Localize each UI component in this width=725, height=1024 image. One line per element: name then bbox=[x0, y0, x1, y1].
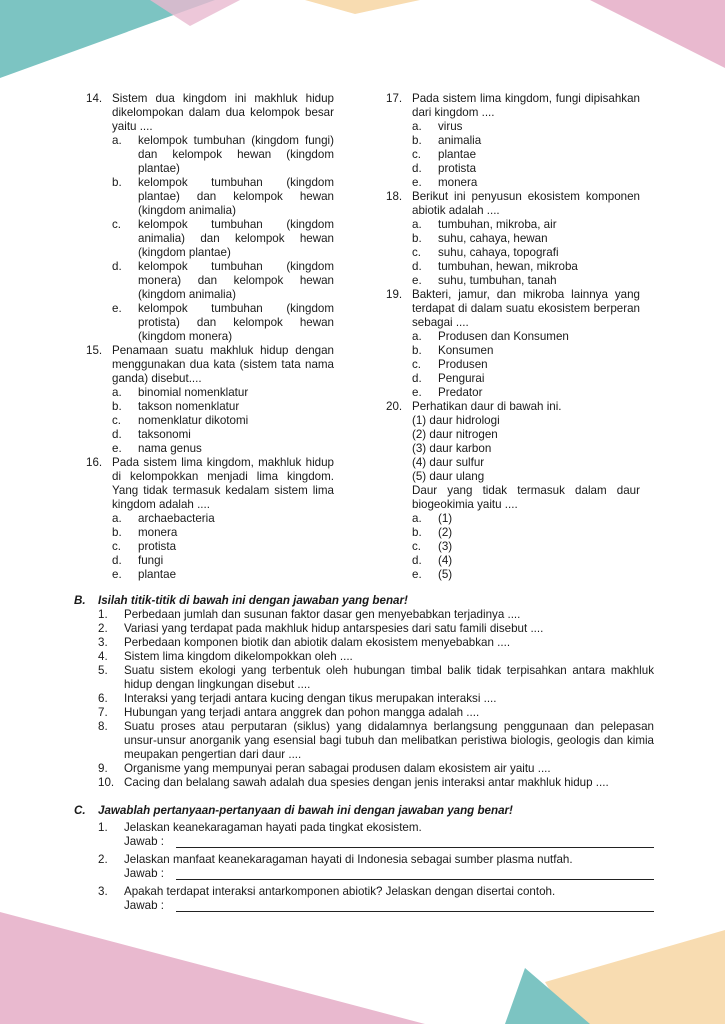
option-text: binomial nomenklatur bbox=[138, 386, 249, 399]
option-letter: b. bbox=[112, 400, 122, 413]
option-text: nama genus bbox=[138, 442, 202, 455]
section-c-list bbox=[98, 818, 654, 917]
item-number: 9. bbox=[98, 762, 108, 775]
answer-option bbox=[412, 232, 640, 246]
option-letter: e. bbox=[112, 302, 122, 315]
option-text: Predator bbox=[438, 386, 483, 399]
option-letter: a. bbox=[412, 218, 422, 231]
answer-option bbox=[412, 246, 640, 260]
answer-label: Jawab : bbox=[124, 835, 164, 848]
item-number: 2. bbox=[98, 853, 108, 866]
option-text: kelompok tumbuhan (kingdom animalia) dan kelompok hewan (kingdom plantae) bbox=[138, 218, 334, 259]
bottom-left-pink-shape bbox=[0, 912, 425, 1024]
option-letter: e. bbox=[412, 274, 422, 287]
answer-option bbox=[412, 218, 640, 232]
option-text: virus bbox=[438, 120, 463, 133]
question-item bbox=[386, 190, 640, 288]
item-text: Cacing dan belalang sawah adalah dua spesies dengan jenis interaksi antar makhluk hidup .... bbox=[124, 776, 609, 789]
option-text: plantae bbox=[138, 568, 177, 581]
item-text: Jelaskan keanekaragaman hayati pada tingkat ekosistem. bbox=[124, 821, 422, 834]
section-c-letter: C. bbox=[74, 804, 86, 817]
option-letter: c. bbox=[112, 218, 122, 231]
question-stem: Sistem dua kingdom ini makhluk hidup dikelompokan dalam dua kelompok besar yaitu .... bbox=[112, 92, 334, 133]
fill-in-item bbox=[98, 636, 654, 650]
essay-question bbox=[98, 885, 654, 899]
answer-option bbox=[412, 176, 640, 190]
option-letter: b. bbox=[112, 526, 122, 539]
question-number: 19. bbox=[386, 288, 403, 301]
essay-question bbox=[98, 853, 654, 867]
answer-line[interactable] bbox=[176, 899, 654, 912]
answer-line[interactable] bbox=[176, 835, 654, 848]
fill-in-item bbox=[98, 720, 654, 762]
answer-area bbox=[124, 835, 654, 849]
question-item bbox=[386, 288, 640, 400]
cycle-list-item: (2) daur nitrogen bbox=[412, 428, 498, 441]
fill-in-item bbox=[98, 776, 654, 790]
fill-in-item bbox=[98, 692, 654, 706]
answer-option bbox=[112, 554, 334, 568]
question-head bbox=[386, 288, 640, 330]
top-center-peach-shape bbox=[305, 0, 420, 14]
option-text: protista bbox=[138, 540, 177, 553]
option-text: takson nomenklatur bbox=[138, 400, 240, 413]
item-text: Hubungan yang terjadi antara anggrek dan pohon mangga adalah .... bbox=[124, 706, 480, 719]
answer-option bbox=[412, 372, 640, 386]
answer-option bbox=[412, 162, 640, 176]
answer-option bbox=[112, 540, 334, 554]
option-letter: d. bbox=[412, 372, 422, 385]
essay-question bbox=[98, 821, 654, 835]
option-text: kelompok tumbuhan (kingdom plantae) dan kelompok hewan (kingdom animalia) bbox=[138, 176, 334, 217]
option-text: protista bbox=[438, 162, 477, 175]
option-letter: d. bbox=[112, 428, 122, 441]
option-text: archaebacteria bbox=[138, 512, 215, 525]
item-number: 4. bbox=[98, 650, 108, 663]
fill-in-item bbox=[98, 706, 654, 720]
fill-in-item bbox=[98, 762, 654, 776]
item-number: 1. bbox=[98, 821, 108, 834]
answer-option bbox=[112, 526, 334, 540]
option-letter: c. bbox=[112, 414, 122, 427]
answer-option bbox=[412, 330, 640, 344]
question-head bbox=[386, 400, 640, 414]
question-number: 16. bbox=[86, 456, 103, 469]
option-letter: d. bbox=[412, 260, 422, 273]
question-stem: Pada sistem lima kingdom, makhluk hidup di kelompokkan menjadi lima kingdom. Yang tidak termasuk kedalam sistem lima kingdom adalah .... bbox=[112, 456, 334, 511]
item-text: Jelaskan manfaat keanekaragaman hayati di Indonesia sebagai sumber plasma nutfah. bbox=[124, 853, 573, 866]
answer-option bbox=[112, 176, 334, 218]
answer-label: Jawab : bbox=[124, 867, 164, 880]
item-text: Perbedaan komponen biotik dan abiotik dalam ekosistem menyebabkan .... bbox=[124, 636, 511, 649]
answer-option bbox=[412, 568, 640, 582]
option-text: nomenklatur dikotomi bbox=[138, 414, 249, 427]
item-text: Perbedaan jumlah dan susunan faktor dasar gen menyebabkan terjadinya .... bbox=[124, 608, 521, 621]
option-text: kelompok tumbuhan (kingdom protista) dan kelompok hewan (kingdom monera) bbox=[138, 302, 334, 343]
item-number: 10. bbox=[98, 776, 115, 789]
option-text: (1) bbox=[438, 512, 453, 525]
option-text: animalia bbox=[438, 134, 482, 147]
option-letter: b. bbox=[112, 176, 122, 189]
option-text: (2) bbox=[438, 526, 453, 539]
option-letter: e. bbox=[412, 176, 422, 189]
option-letter: a. bbox=[112, 134, 122, 147]
item-number: 8. bbox=[98, 720, 108, 733]
option-letter: a. bbox=[112, 386, 122, 399]
option-letter: a. bbox=[412, 120, 422, 133]
option-text: suhu, tumbuhan, tanah bbox=[438, 274, 557, 287]
option-text: Konsumen bbox=[438, 344, 494, 357]
option-letter: d. bbox=[412, 554, 422, 567]
section-b-list bbox=[98, 608, 654, 790]
question-item bbox=[86, 456, 334, 582]
answer-line[interactable] bbox=[176, 867, 654, 880]
answer-option bbox=[412, 512, 640, 526]
option-letter: d. bbox=[412, 162, 422, 175]
question-stem: Perhatikan daur di bawah ini. bbox=[412, 400, 562, 413]
answer-option bbox=[112, 428, 334, 442]
option-letter: b. bbox=[412, 526, 422, 539]
question-stem: Bakteri, jamur, dan mikroba lainnya yang terdapat di dalam suatu ekosistem berperan sebagai .... bbox=[412, 288, 640, 329]
option-letter: c. bbox=[412, 358, 422, 371]
section-b-heading bbox=[74, 594, 408, 608]
answer-option bbox=[412, 386, 640, 400]
answer-option bbox=[112, 442, 334, 456]
answer-option bbox=[412, 260, 640, 274]
fill-in-item bbox=[98, 608, 654, 622]
option-text: monera bbox=[438, 176, 478, 189]
item-text: Sistem lima kingdom dikelompokkan oleh .... bbox=[124, 650, 353, 663]
option-text: (3) bbox=[438, 540, 453, 553]
section-c-heading bbox=[74, 804, 513, 818]
cycle-list-item: (5) daur ulang bbox=[412, 470, 485, 483]
fill-in-item bbox=[98, 664, 654, 692]
question-stem: Penamaan suatu makhluk hidup dengan menggunakan dua kata (sistem tata nama ganda) disebut.... bbox=[112, 344, 334, 385]
option-text: Produsen bbox=[438, 358, 488, 371]
answer-option bbox=[112, 218, 334, 260]
answer-option bbox=[112, 512, 334, 526]
option-text: Pengurai bbox=[438, 372, 485, 385]
option-letter: e. bbox=[112, 442, 122, 455]
option-text: monera bbox=[138, 526, 178, 539]
answer-option bbox=[112, 386, 334, 400]
option-text: tumbuhan, hewan, mikroba bbox=[438, 260, 578, 273]
item-number: 3. bbox=[98, 636, 108, 649]
question-number: 18. bbox=[386, 190, 403, 203]
question-head bbox=[86, 456, 334, 512]
question-number: 14. bbox=[86, 92, 103, 105]
option-letter: c. bbox=[412, 540, 422, 553]
question-head bbox=[86, 344, 334, 386]
question-head bbox=[86, 92, 334, 134]
question-head bbox=[386, 92, 640, 120]
answer-option bbox=[412, 540, 640, 554]
option-text: tumbuhan, mikroba, air bbox=[438, 218, 557, 231]
option-text: Produsen dan Konsumen bbox=[438, 330, 569, 343]
option-text: taksonomi bbox=[138, 428, 191, 441]
option-letter: a. bbox=[112, 512, 122, 525]
question-number: 15. bbox=[86, 344, 103, 357]
item-number: 5. bbox=[98, 664, 108, 677]
section-b-letter: B. bbox=[74, 594, 86, 607]
option-letter: a. bbox=[412, 512, 422, 525]
answer-option bbox=[112, 400, 334, 414]
cycle-list-item: (4) daur sulfur bbox=[412, 456, 485, 469]
answer-option bbox=[412, 134, 640, 148]
question-item bbox=[86, 344, 334, 456]
item-number: 2. bbox=[98, 622, 108, 635]
answer-option bbox=[112, 302, 334, 344]
option-text: plantae bbox=[438, 148, 477, 161]
item-text: Interaksi yang terjadi antara kucing dengan tikus merupakan interaksi .... bbox=[124, 692, 497, 705]
question-item bbox=[386, 400, 640, 582]
option-text: suhu, cahaya, topografi bbox=[438, 246, 559, 259]
answer-option bbox=[112, 414, 334, 428]
answer-option bbox=[412, 526, 640, 540]
item-number: 7. bbox=[98, 706, 108, 719]
section-c-title: Jawablah pertanyaan-pertanyaan di bawah ini dengan jawaban yang benar! bbox=[98, 804, 513, 817]
option-letter: c. bbox=[412, 246, 422, 259]
cycle-list-item: (1) daur hidrologi bbox=[412, 414, 500, 427]
answer-option bbox=[412, 120, 640, 134]
top-right-pink-shape bbox=[590, 0, 725, 68]
item-number: 3. bbox=[98, 885, 108, 898]
option-text: (5) bbox=[438, 568, 453, 581]
question-instruction: Daur yang tidak termasuk dalam daur biogeokimia yaitu .... bbox=[412, 484, 640, 511]
question-number: 20. bbox=[386, 400, 403, 413]
item-text: Organisme yang mempunyai peran sabagai produsen dalam ekosistem air yaitu .... bbox=[124, 762, 551, 775]
question-item bbox=[86, 92, 334, 344]
option-letter: b. bbox=[412, 134, 422, 147]
option-text: kelompok tumbuhan (kingdom monera) dan kelompok hewan (kingdom animalia) bbox=[138, 260, 334, 301]
item-text: Variasi yang terdapat pada makhluk hidup antarspesies dari satu famili disebut .... bbox=[124, 622, 544, 635]
question-head bbox=[386, 190, 640, 218]
item-number: 1. bbox=[98, 608, 108, 621]
question-stem: Berikut ini penyusun ekosistem komponen abiotik adalah .... bbox=[412, 190, 640, 217]
cycle-list-item: (3) daur karbon bbox=[412, 442, 492, 455]
item-number: 6. bbox=[98, 692, 108, 705]
item-text: Apakah terdapat interaksi antarkomponen abiotik? Jelaskan dengan disertai contoh. bbox=[124, 885, 556, 898]
item-text: Suatu proses atau perputaran (siklus) yang didalamnya berlangsung penggunaan dan pelepasan unsur-unsur anorganik yang esensial bagi tubuh dan melibatkan peristiwa biologis, geologis dan kimia meupakan pengertian dari daur .... bbox=[124, 720, 654, 761]
answer-option bbox=[112, 260, 334, 302]
answer-option bbox=[112, 568, 334, 582]
question-number: 17. bbox=[386, 92, 403, 105]
option-text: suhu, cahaya, hewan bbox=[438, 232, 548, 245]
fill-in-item bbox=[98, 650, 654, 664]
answer-area bbox=[124, 899, 654, 913]
option-letter: c. bbox=[112, 540, 122, 553]
answer-option bbox=[412, 344, 640, 358]
answer-option bbox=[412, 148, 640, 162]
answer-option bbox=[412, 274, 640, 288]
option-letter: e. bbox=[412, 386, 422, 399]
option-text: fungi bbox=[138, 554, 164, 567]
answer-option bbox=[112, 134, 334, 176]
option-text: kelompok tumbuhan (kingdom fungi) dan kelompok hewan (kingdom plantae) bbox=[138, 134, 334, 175]
section-b-title: Isilah titik-titik di bawah ini dengan jawaban yang benar! bbox=[98, 594, 408, 607]
question-item bbox=[386, 92, 640, 190]
answer-area bbox=[124, 867, 654, 881]
option-letter: d. bbox=[112, 554, 122, 567]
option-text: (4) bbox=[438, 554, 453, 567]
item-text: Suatu sistem ekologi yang terbentuk oleh hubungan timbal balik tidak terpisahkan antara makhluk hidup dengan lingkungan disebut .... bbox=[124, 664, 654, 691]
option-letter: a. bbox=[412, 330, 422, 343]
answer-option bbox=[412, 554, 640, 568]
answer-option bbox=[412, 358, 640, 372]
option-letter: b. bbox=[412, 344, 422, 357]
option-letter: e. bbox=[112, 568, 122, 581]
option-letter: e. bbox=[412, 568, 422, 581]
question-stem: Pada sistem lima kingdom, fungi dipisahkan dari kingdom .... bbox=[412, 92, 640, 119]
option-letter: d. bbox=[112, 260, 122, 273]
option-letter: b. bbox=[412, 232, 422, 245]
fill-in-item bbox=[98, 622, 654, 636]
option-letter: c. bbox=[412, 148, 422, 161]
answer-label: Jawab : bbox=[124, 899, 164, 912]
